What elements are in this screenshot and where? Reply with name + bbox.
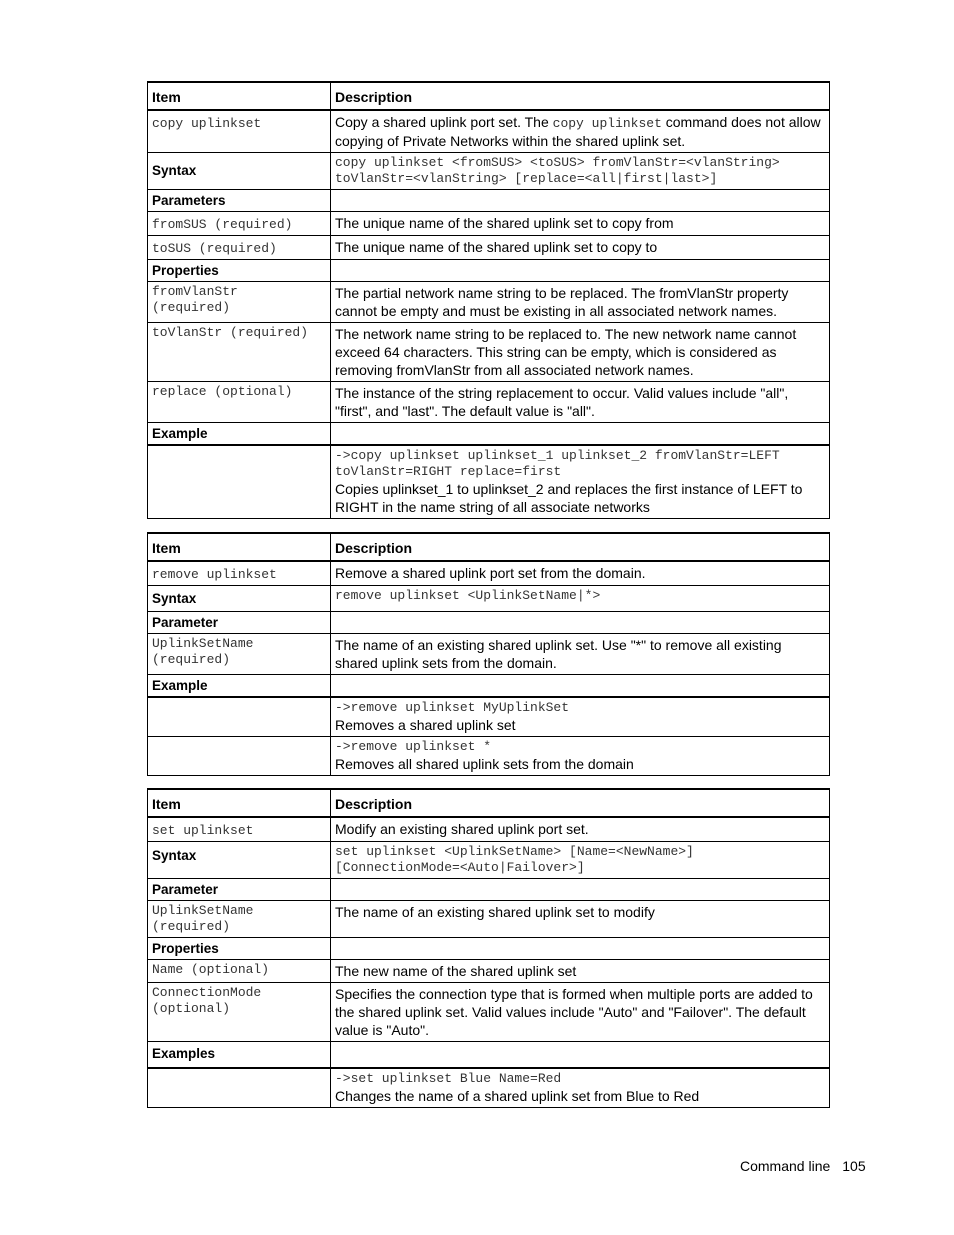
section-row bbox=[148, 1042, 830, 1068]
example-row bbox=[148, 697, 830, 737]
example-content: ->remove uplinkset * Removes all shared uplink sets from the domain bbox=[331, 737, 830, 776]
section-row bbox=[148, 260, 830, 282]
parameter-label: Parameter bbox=[148, 879, 331, 901]
properties-label: Properties bbox=[148, 938, 331, 960]
table-row bbox=[148, 634, 830, 675]
header-item: Item bbox=[148, 789, 331, 817]
syntax-label: Syntax bbox=[148, 842, 331, 879]
property-name: Name (optional) bbox=[148, 960, 331, 983]
section-row bbox=[148, 879, 830, 901]
table-row bbox=[148, 901, 830, 938]
command-row bbox=[148, 817, 830, 842]
property-description: Specifies the connection type that is formed when multiple ports are added to the shared uplink set. Valid values include "Auto" and "Failover". The default value is "Auto". bbox=[331, 983, 830, 1042]
syntax-row bbox=[148, 153, 830, 190]
example-row bbox=[148, 1068, 830, 1108]
param-description: The unique name of the shared uplink set to copy from bbox=[331, 212, 830, 236]
syntax-value: remove uplinkset <UplinkSetName|*> bbox=[331, 586, 830, 612]
command-row bbox=[148, 561, 830, 586]
command-description: Remove a shared uplink port set from the domain. bbox=[331, 561, 830, 586]
command-description: Modify an existing shared uplink port set. bbox=[331, 817, 830, 842]
property-name: ConnectionMode (optional) bbox=[148, 983, 331, 1042]
copy-uplinkset-table bbox=[147, 81, 830, 519]
example-content: ->set uplinkset Blue Name=Red Changes the name of a shared uplink set from Blue to Red bbox=[331, 1068, 830, 1108]
syntax-label: Syntax bbox=[148, 153, 331, 190]
section-row bbox=[148, 612, 830, 634]
property-description: The instance of the string replacement to occur. Valid values include "all", "first", and "last". The default value is "all". bbox=[331, 382, 830, 423]
syntax-value: set uplinkset <UplinkSetName> [Name=<NewName>] [ConnectionMode=<Auto|Failover>] bbox=[331, 842, 830, 879]
table-row bbox=[148, 960, 830, 983]
property-name: replace (optional) bbox=[148, 382, 331, 423]
table-row bbox=[148, 983, 830, 1042]
header-description: Description bbox=[331, 789, 830, 817]
table-row bbox=[148, 323, 830, 382]
header-description: Description bbox=[331, 533, 830, 561]
param-name: fromSUS (required) bbox=[148, 212, 331, 236]
page-footer bbox=[740, 1158, 866, 1174]
section-row bbox=[148, 675, 830, 698]
section-row bbox=[148, 190, 830, 212]
table-row bbox=[148, 282, 830, 323]
table-header-row bbox=[148, 82, 830, 110]
property-name: fromVlanStr (required) bbox=[148, 282, 331, 323]
table-row bbox=[148, 212, 830, 236]
section-row bbox=[148, 938, 830, 960]
section-row bbox=[148, 423, 830, 446]
table-header-row bbox=[148, 789, 830, 817]
example-row bbox=[148, 737, 830, 776]
command-name: set uplinkset bbox=[148, 817, 331, 842]
header-description: Description bbox=[331, 82, 830, 110]
syntax-row bbox=[148, 586, 830, 612]
example-label: Example bbox=[148, 675, 331, 698]
param-name: UplinkSetName (required) bbox=[148, 634, 331, 675]
example-row bbox=[148, 445, 830, 519]
param-name: UplinkSetName (required) bbox=[148, 901, 331, 938]
remove-uplinkset-table bbox=[147, 532, 830, 776]
command-name: copy uplinkset bbox=[148, 110, 331, 153]
syntax-value: copy uplinkset <fromSUS> <toSUS> fromVlanStr=<vlanString> toVlanStr=<vlanString> [replace=<all|first|last>] bbox=[331, 153, 830, 190]
header-item: Item bbox=[148, 533, 331, 561]
example-label: Example bbox=[148, 423, 331, 446]
command-name: remove uplinkset bbox=[148, 561, 331, 586]
properties-label: Properties bbox=[148, 260, 331, 282]
table-header-row bbox=[148, 533, 830, 561]
footer-section: Command line bbox=[740, 1158, 831, 1174]
header-item: Item bbox=[148, 82, 331, 110]
page-number: 105 bbox=[842, 1158, 866, 1174]
property-description: The partial network name string to be replaced. The fromVlanStr property cannot be empty and must be existing in all associated network names. bbox=[331, 282, 830, 323]
table-row bbox=[148, 236, 830, 260]
set-uplinkset-table bbox=[147, 788, 830, 1108]
syntax-row bbox=[148, 842, 830, 879]
parameters-label: Parameters bbox=[148, 190, 331, 212]
property-description: The network name string to be replaced to. The new network name cannot exceed 64 characters. This string can be empty, which is considered as removing fromVlanStr from all associated network names. bbox=[331, 323, 830, 382]
command-row bbox=[148, 110, 830, 153]
param-name: toSUS (required) bbox=[148, 236, 331, 260]
parameter-label: Parameter bbox=[148, 612, 331, 634]
property-description: The new name of the shared uplink set bbox=[331, 960, 830, 983]
param-description: The name of an existing shared uplink set to modify bbox=[331, 901, 830, 938]
property-name: toVlanStr (required) bbox=[148, 323, 331, 382]
syntax-label: Syntax bbox=[148, 586, 331, 612]
command-description: Copy a shared uplink port set. The copy uplinkset command does not allow copying of Private Networks within the shared uplink set. bbox=[331, 110, 830, 153]
table-row bbox=[148, 382, 830, 423]
example-content: ->remove uplinkset MyUplinkSet Removes a shared uplink set bbox=[331, 697, 830, 737]
param-description: The name of an existing shared uplink set. Use "*" to remove all existing shared uplink sets from the domain. bbox=[331, 634, 830, 675]
param-description: The unique name of the shared uplink set to copy to bbox=[331, 236, 830, 260]
example-content: ->copy uplinkset uplinkset_1 uplinkset_2 fromVlanStr=LEFT toVlanStr=RIGHT replace=first Copies uplinkset_1 to uplinkset_2 and replaces the first instance of LEFT to RIGHT in the name string of all associate networks bbox=[331, 445, 830, 519]
examples-label: Examples bbox=[148, 1042, 331, 1068]
